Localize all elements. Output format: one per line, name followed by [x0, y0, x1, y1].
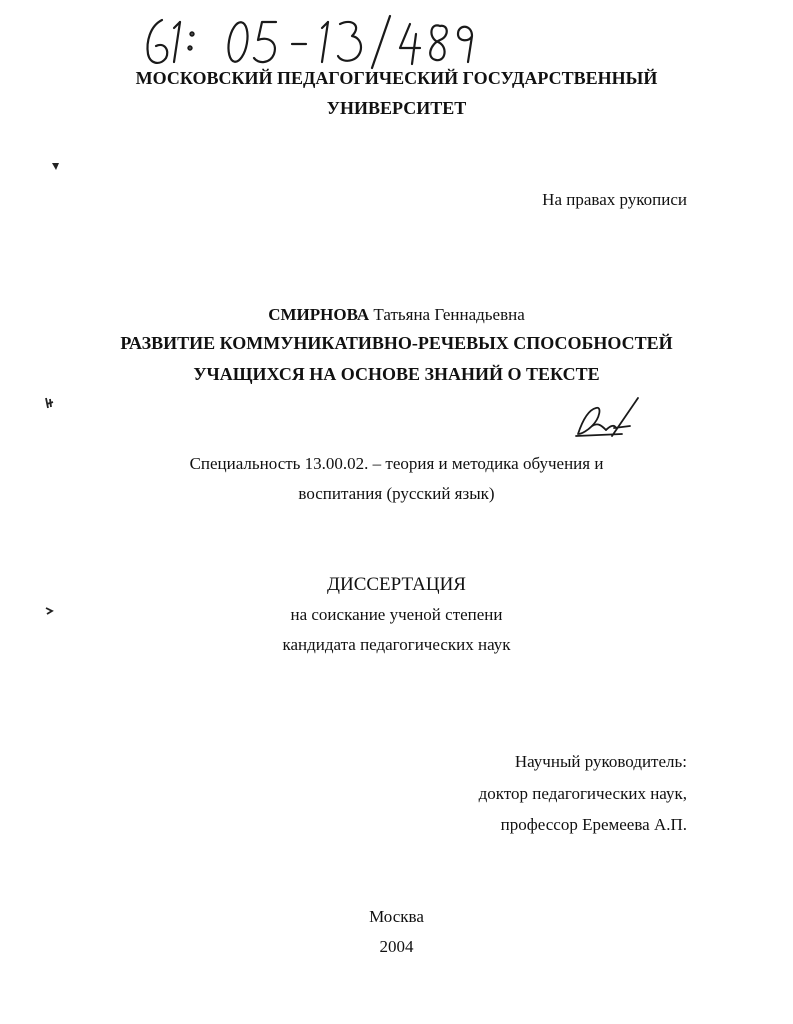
manuscript-note: На правах рукописи: [542, 190, 687, 209]
university-line2: УНИВЕРСИТЕТ: [326, 98, 467, 118]
signature-mark: [572, 396, 642, 442]
university-line1: МОСКОВСКИЙ ПЕДАГОГИЧЕСКИЙ ГОСУДАРСТВЕННЫЙ: [135, 68, 658, 88]
degree-line1: на соискание ученой степени: [290, 605, 503, 624]
specialty-line2: воспитания (русский язык): [298, 484, 495, 503]
scan-speck: [44, 396, 56, 410]
specialty-line1: Специальность 13.00.02. – теория и методика обучения и: [189, 454, 604, 473]
degree-line2: кандидата педагогических наук: [282, 635, 511, 654]
supervisor-degree: доктор педагогических наук,: [478, 784, 687, 803]
handwritten-archive-number: [140, 12, 500, 72]
city: Москва: [369, 907, 424, 926]
scan-speck: [50, 160, 62, 172]
author-given-names: Татьяна Геннадьевна: [373, 305, 525, 324]
supervisor-label: Научный руководитель:: [514, 752, 687, 771]
scan-speck: [44, 606, 54, 616]
title-line2: УЧАЩИХСЯ НА ОСНОВЕ ЗНАНИЙ О ТЕКСТЕ: [193, 364, 600, 384]
year: 2004: [379, 937, 414, 956]
author-line: [0, 305, 793, 325]
author-surname: СМИРНОВА: [268, 305, 370, 324]
dissertation-heading: ДИССЕРТАЦИЯ: [327, 574, 466, 595]
supervisor-name: профессор Еремеева А.П.: [500, 815, 687, 834]
title-line1: РАЗВИТИЕ КОММУНИКАТИВНО-РЕЧЕВЫХ СПОСОБНОСТЕЙ: [120, 333, 673, 353]
